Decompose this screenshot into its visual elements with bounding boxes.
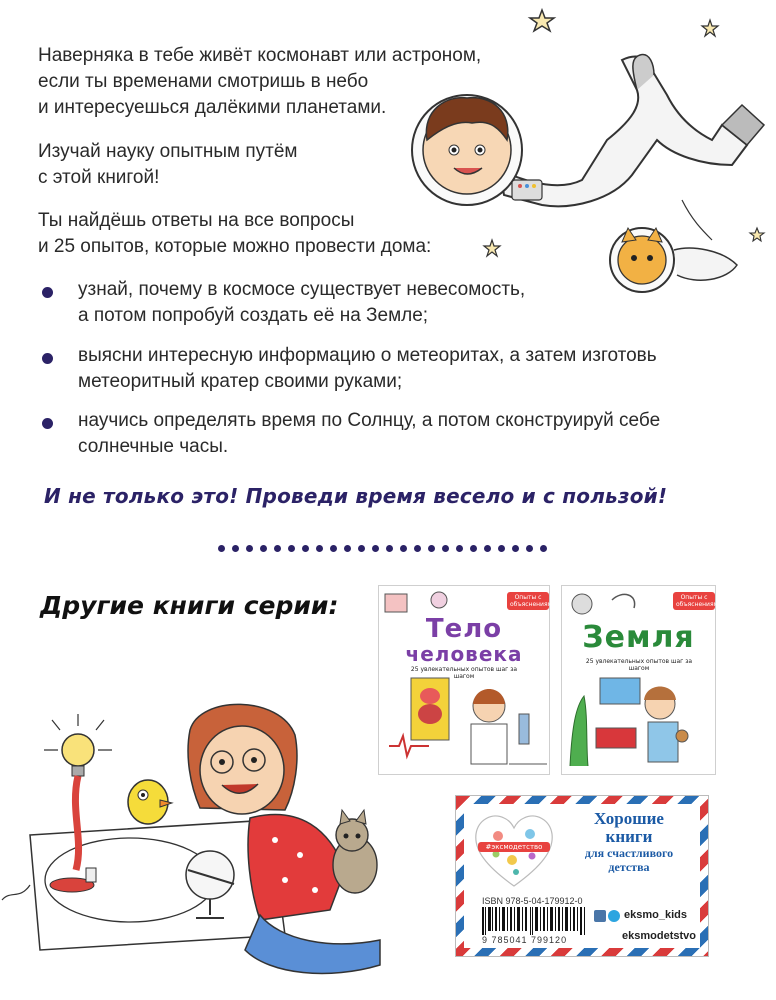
telegram-icon bbox=[608, 910, 620, 922]
book-cover-art bbox=[562, 586, 715, 774]
star-icon bbox=[750, 228, 764, 241]
intro-line: если ты временами смотришь в небо bbox=[38, 71, 369, 92]
social-handle[interactable]: eksmo_kids bbox=[624, 909, 687, 921]
bullet-line: метеоритный кратер своими руками; bbox=[78, 371, 403, 392]
star-icon bbox=[530, 10, 554, 31]
bullet-line: научись определять время по Солнцу, а потом сконструируй себе bbox=[78, 410, 661, 431]
book-badge: Опыты с объяснениями bbox=[507, 592, 549, 610]
publisher-label bbox=[455, 795, 709, 957]
star-icon bbox=[484, 240, 500, 256]
slogan-line: для счастливого bbox=[584, 846, 674, 860]
bullet-dot bbox=[42, 418, 53, 429]
isbn-text: ISBN 978-5-04-179912-0 bbox=[482, 896, 583, 906]
vk-icon bbox=[594, 910, 606, 922]
bullet-item-2 bbox=[78, 343, 657, 395]
dotted-divider bbox=[218, 545, 547, 552]
slogan-line: детства bbox=[608, 860, 650, 874]
slogan bbox=[564, 810, 694, 874]
intro-line: Наверняка в тебе живёт космонавт или астроном, bbox=[38, 45, 482, 66]
slogan-line: книги bbox=[605, 827, 653, 846]
book-subtitle: 25 увлекательных опытов шаг за шагом bbox=[585, 658, 693, 672]
book-cover-earth[interactable] bbox=[561, 585, 722, 775]
intro-paragraph-3 bbox=[38, 208, 431, 260]
publisher-label-inner bbox=[464, 804, 700, 948]
hashtag-label: #эксмодетство bbox=[478, 842, 550, 852]
bullet-item-3 bbox=[78, 408, 660, 460]
intro-line: Ты найдёшь ответы на все вопросы bbox=[38, 210, 355, 231]
tagline: И не только это! Проведи время весело и с пользой! bbox=[44, 484, 668, 508]
intro-line: и интересуешься далёкими планетами. bbox=[38, 97, 387, 118]
scientist-girl-illustration bbox=[0, 690, 450, 995]
intro-line: Изучай науку опытным путём bbox=[38, 141, 298, 162]
series-title: Другие книги серии: bbox=[40, 591, 339, 620]
bullet-dot bbox=[42, 353, 53, 364]
book-subtitle: 25 увлекательных опытов шаг за шагом bbox=[410, 666, 518, 680]
star-icon bbox=[702, 20, 718, 36]
site-handle[interactable]: eksmodetstvo bbox=[622, 930, 696, 942]
barcode-icon bbox=[482, 907, 586, 935]
bullet-line: а потом попробуй создать её на Земле; bbox=[78, 305, 429, 326]
barcode-digits: 9 785041 799120 bbox=[482, 935, 568, 945]
bullet-line: узнай, почему в космосе существует невесомость, bbox=[78, 279, 526, 300]
bullet-dot bbox=[42, 287, 53, 298]
intro-line: с этой книгой! bbox=[38, 167, 160, 188]
book-title-line1: Тело bbox=[425, 614, 503, 644]
astronaut-illustration bbox=[392, 0, 776, 300]
book-title-line1: Земля bbox=[582, 620, 695, 655]
intro-paragraph-2 bbox=[38, 139, 298, 191]
bullet-line: выясни интересную информацию о метеоритах, а затем изготовь bbox=[78, 345, 657, 366]
book-title-line2: человека bbox=[405, 642, 523, 666]
bullet-line: солнечные часы. bbox=[78, 436, 229, 457]
intro-line: и 25 опытов, которые можно провести дома: bbox=[38, 236, 432, 257]
slogan-line: Хорошие bbox=[594, 809, 664, 828]
book-badge: Опыты с объяснениями bbox=[673, 592, 715, 610]
